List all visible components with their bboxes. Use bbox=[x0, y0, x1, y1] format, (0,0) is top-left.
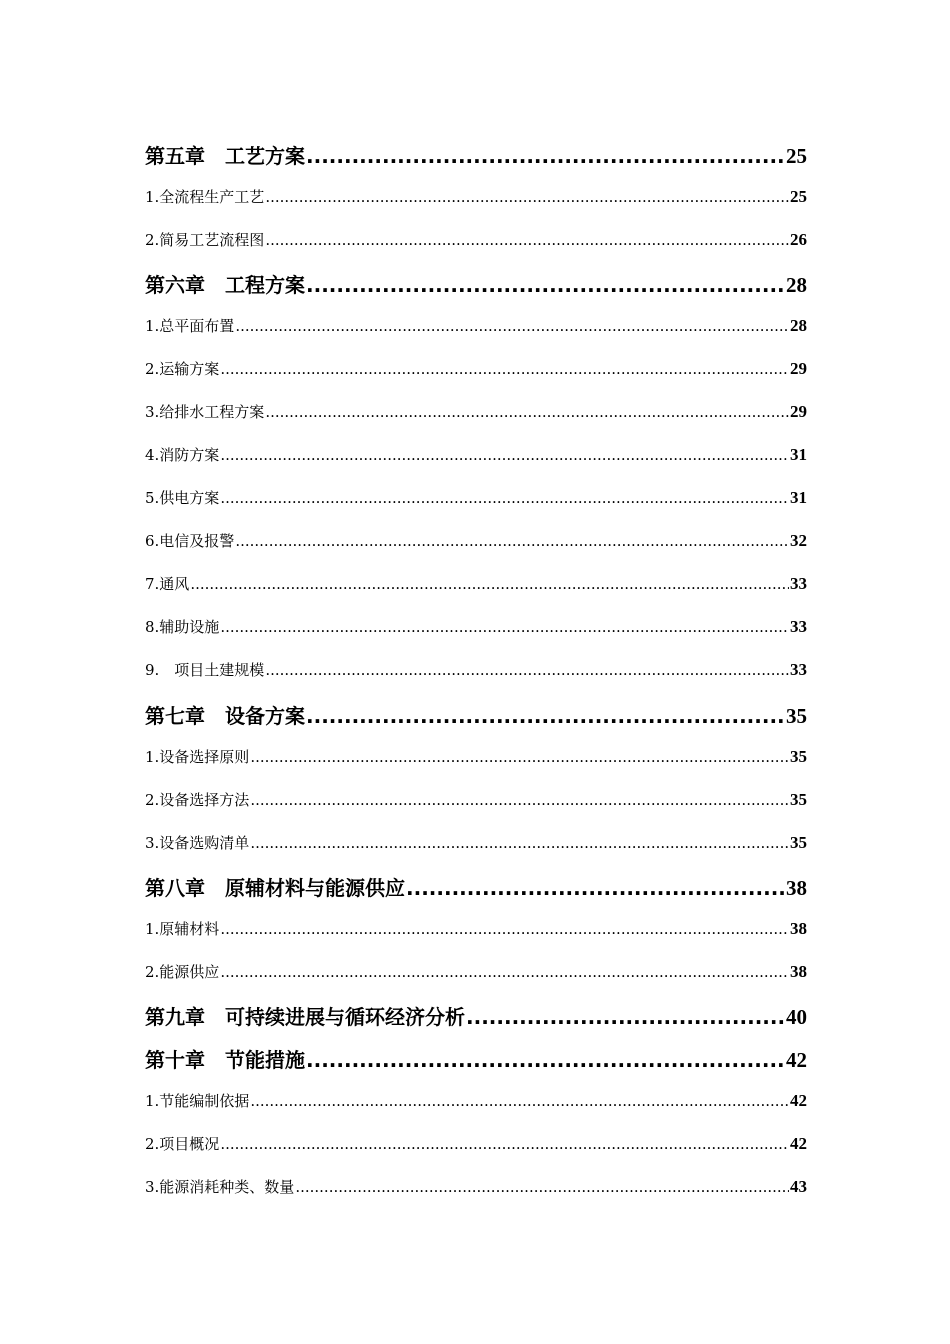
toc-chapter[interactable] bbox=[145, 269, 807, 298]
dot-leader bbox=[235, 532, 789, 550]
toc-chapter[interactable] bbox=[145, 140, 807, 169]
dot-leader bbox=[306, 704, 785, 728]
toc-entry-title: 3.给排水工程方案 bbox=[145, 403, 265, 421]
toc-entry-title: 2.项目概况 bbox=[145, 1135, 220, 1153]
dot-leader bbox=[306, 144, 785, 168]
toc-section[interactable] bbox=[145, 229, 807, 250]
toc-entry-title: 9. 项目土建规模 bbox=[145, 661, 265, 679]
toc-page-number: 35 bbox=[790, 790, 807, 809]
toc-entry-title: 2.能源供应 bbox=[145, 963, 220, 981]
dot-leader bbox=[295, 1178, 789, 1196]
toc-entry-title: 7.通风 bbox=[145, 575, 190, 593]
toc-page-number: 26 bbox=[790, 230, 807, 249]
toc-section[interactable] bbox=[145, 832, 807, 853]
toc-chapter[interactable] bbox=[145, 700, 807, 729]
toc-entry-title: 4.消防方案 bbox=[145, 446, 220, 464]
toc-entry-title: 3.设备选购清单 bbox=[145, 834, 250, 852]
dot-leader bbox=[235, 317, 789, 335]
toc-chapter[interactable] bbox=[145, 1001, 807, 1030]
toc-section[interactable] bbox=[145, 487, 807, 508]
dot-leader bbox=[220, 618, 789, 636]
toc-entry-title: 第九章 可持续进展与循环经济分析 bbox=[145, 1005, 465, 1029]
toc-page-number: 42 bbox=[790, 1091, 807, 1110]
dot-leader bbox=[220, 920, 789, 938]
toc-entry-title: 第五章 工艺方案 bbox=[145, 144, 305, 168]
toc-entry-title: 1.总平面布置 bbox=[145, 317, 235, 335]
toc-page-number: 33 bbox=[790, 660, 807, 679]
toc-page-number: 28 bbox=[790, 316, 807, 335]
toc-page-number: 28 bbox=[786, 273, 807, 297]
toc-entry-title: 第七章 设备方案 bbox=[145, 704, 305, 728]
toc-section[interactable] bbox=[145, 1133, 807, 1154]
toc-section[interactable] bbox=[145, 918, 807, 939]
toc-section[interactable] bbox=[145, 530, 807, 551]
toc-page-number: 42 bbox=[786, 1048, 807, 1072]
toc-page-number: 40 bbox=[786, 1005, 807, 1029]
dot-leader bbox=[466, 1005, 785, 1029]
toc-page-number: 42 bbox=[790, 1134, 807, 1153]
dot-leader bbox=[220, 1135, 789, 1153]
toc-section[interactable] bbox=[145, 358, 807, 379]
toc-entry-title: 1.原辅材料 bbox=[145, 920, 220, 938]
dot-leader bbox=[250, 1092, 789, 1110]
toc-page-number: 29 bbox=[790, 359, 807, 378]
toc-section[interactable] bbox=[145, 789, 807, 810]
toc-chapter[interactable] bbox=[145, 872, 807, 901]
toc-page-number: 35 bbox=[790, 833, 807, 852]
dot-leader bbox=[220, 489, 789, 507]
toc-section[interactable] bbox=[145, 401, 807, 422]
toc-section[interactable] bbox=[145, 1176, 807, 1197]
toc-page-number: 33 bbox=[790, 574, 807, 593]
toc-entry-title: 2.简易工艺流程图 bbox=[145, 231, 265, 249]
toc-page-number: 38 bbox=[790, 919, 807, 938]
toc-section[interactable] bbox=[145, 961, 807, 982]
toc-entry-title: 1.全流程生产工艺 bbox=[145, 188, 265, 206]
dot-leader bbox=[265, 661, 789, 679]
toc-entry-title: 1.节能编制依据 bbox=[145, 1092, 250, 1110]
toc-page-number: 35 bbox=[790, 747, 807, 766]
dot-leader bbox=[250, 748, 789, 766]
toc-section[interactable] bbox=[145, 573, 807, 594]
toc-entry-title: 3.能源消耗种类、数量 bbox=[145, 1178, 295, 1196]
dot-leader bbox=[306, 273, 785, 297]
toc-page-number: 43 bbox=[790, 1177, 807, 1196]
toc-page-number: 31 bbox=[790, 488, 807, 507]
toc-section[interactable] bbox=[145, 659, 807, 680]
dot-leader bbox=[220, 963, 789, 981]
dot-leader bbox=[265, 403, 789, 421]
dot-leader bbox=[406, 876, 785, 900]
toc-entry-title: 6.电信及报警 bbox=[145, 532, 235, 550]
toc-section[interactable] bbox=[145, 1090, 807, 1111]
toc-page-number: 25 bbox=[790, 187, 807, 206]
toc-entry-title: 第六章 工程方案 bbox=[145, 273, 305, 297]
toc-section[interactable] bbox=[145, 186, 807, 207]
toc-page-number: 31 bbox=[790, 445, 807, 464]
toc-page-number: 38 bbox=[786, 876, 807, 900]
dot-leader bbox=[190, 575, 789, 593]
toc-entry-title: 1.设备选择原则 bbox=[145, 748, 250, 766]
dot-leader bbox=[250, 834, 789, 852]
toc-page-number: 35 bbox=[786, 704, 807, 728]
toc-page-number: 29 bbox=[790, 402, 807, 421]
toc-section[interactable] bbox=[145, 315, 807, 336]
toc-entry-title: 8.辅助设施 bbox=[145, 618, 220, 636]
toc-section[interactable] bbox=[145, 444, 807, 465]
dot-leader bbox=[265, 231, 789, 249]
toc-page-number: 38 bbox=[790, 962, 807, 981]
toc-entry-title: 第十章 节能措施 bbox=[145, 1048, 305, 1072]
dot-leader bbox=[250, 791, 789, 809]
toc-entry-title: 第八章 原辅材料与能源供应 bbox=[145, 876, 405, 900]
toc-page-number: 33 bbox=[790, 617, 807, 636]
dot-leader bbox=[306, 1048, 785, 1072]
toc-section[interactable] bbox=[145, 616, 807, 637]
toc-page-number: 32 bbox=[790, 531, 807, 550]
toc-page-number: 25 bbox=[786, 144, 807, 168]
dot-leader bbox=[265, 188, 789, 206]
toc-entry-title: 2.设备选择方法 bbox=[145, 791, 250, 809]
dot-leader bbox=[220, 446, 789, 464]
toc-chapter[interactable] bbox=[145, 1044, 807, 1073]
dot-leader bbox=[220, 360, 789, 378]
toc-entry-title: 2.运输方案 bbox=[145, 360, 220, 378]
toc-entry-title: 5.供电方案 bbox=[145, 489, 220, 507]
toc-section[interactable] bbox=[145, 746, 807, 767]
